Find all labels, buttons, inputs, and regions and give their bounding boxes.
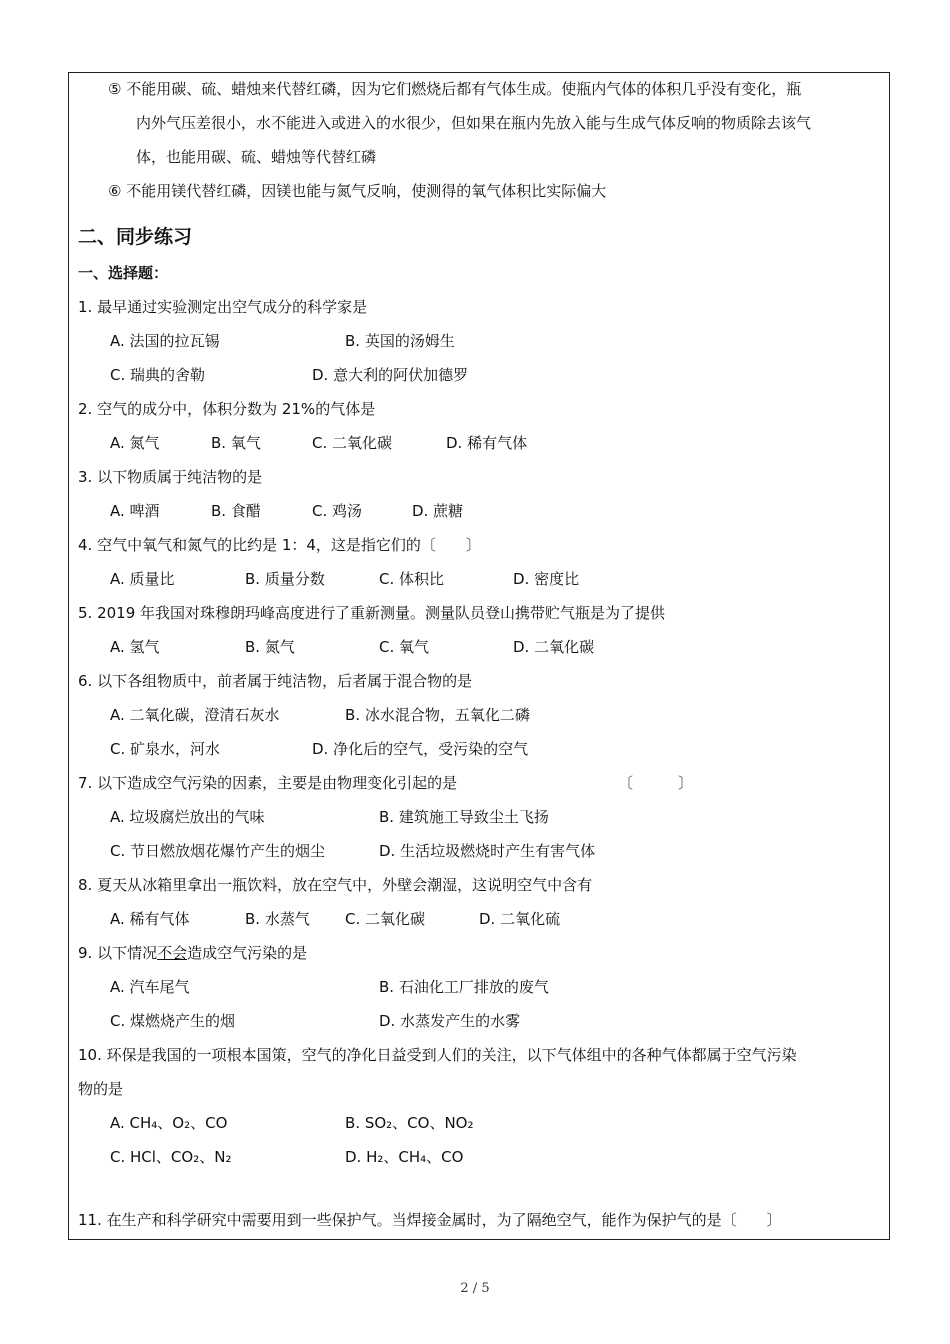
q4-option-c[interactable]: C. 体积比 <box>379 570 445 588</box>
question-1-stem: 1. 最早通过实验测定出空气成分的科学家是 <box>78 298 368 316</box>
q7-option-a[interactable]: A. 垃圾腐烂放出的气味 <box>110 808 265 826</box>
page-number: 2 / 5 <box>460 1281 490 1296</box>
q8-option-b[interactable]: B. 水蒸气 <box>245 910 310 928</box>
q9-option-a[interactable]: A. 汽车尾气 <box>110 978 190 996</box>
q2-option-a[interactable]: A. 氮气 <box>110 434 160 452</box>
q4-option-b[interactable]: B. 质量分数 <box>245 570 325 588</box>
q10-option-d[interactable]: D. H₂、CH₄、CO <box>345 1148 464 1166</box>
q9-option-b[interactable]: B. 石油化工厂排放的废气 <box>379 978 549 996</box>
question-8-stem: 8. 夏天从冰箱里拿出一瓶饮料，放在空气中，外壁会潮湿，这说明空气中含有 <box>78 876 593 894</box>
question-7-answer-bracket: 〔 〕 <box>618 774 694 792</box>
question-6-stem: 6. 以下各组物质中，前者属于纯洁物，后者属于混合物的是 <box>78 672 473 690</box>
q4-option-d[interactable]: D. 密度比 <box>513 570 580 588</box>
question-2-stem: 2. 空气的成分中，体积分数为 21%的气体是 <box>78 400 376 418</box>
question-5-stem: 5. 2019 年我国对珠穆朗玛峰高度进行了重新测量。测量队员登山携带贮气瓶是为了提供 <box>78 604 666 622</box>
q7-option-b[interactable]: B. 建筑施工导致尘土飞扬 <box>379 808 549 826</box>
q1-option-c[interactable]: C. 瑞典的舍勒 <box>110 366 206 384</box>
section-title: 二、同步练习 <box>78 226 193 248</box>
question-10-stem-line-2: 物的是 <box>78 1080 124 1098</box>
q6-option-b[interactable]: B. 冰水混合物，五氧化二磷 <box>345 706 530 724</box>
question-10-stem-line-1: 10. 环保是我国的一项根本国策，空气的净化日益受到人们的关注，以下气体组中的各种气体都属于空气污染 <box>78 1046 797 1064</box>
question-7-stem: 7. 以下造成空气污染的因素，主要是由物理变化引起的是 <box>78 774 458 792</box>
q7-option-c[interactable]: C. 节日燃放烟花爆竹产生的烟尘 <box>110 842 326 860</box>
question-3-stem: 3. 以下物质属于纯洁物的是 <box>78 468 263 486</box>
q9-stem-post: 造成空气污染的是 <box>187 944 308 962</box>
q5-option-b[interactable]: B. 氮气 <box>245 638 295 656</box>
note-6: ⑥ 不能用镁代替红磷，因镁也能与氮气反响，使测得的氧气体积比实际偏大 <box>108 182 607 200</box>
q2-option-b[interactable]: B. 氧气 <box>211 434 261 452</box>
q4-option-a[interactable]: A. 质量比 <box>110 570 175 588</box>
q5-option-a[interactable]: A. 氢气 <box>110 638 160 656</box>
q10-option-b[interactable]: B. SO₂、CO、NO₂ <box>345 1114 474 1132</box>
q9-option-c[interactable]: C. 煤燃烧产生的烟 <box>110 1012 236 1030</box>
q2-option-c[interactable]: C. 二氧化碳 <box>312 434 393 452</box>
q9-option-d[interactable]: D. 水蒸发产生的水雾 <box>379 1012 521 1030</box>
q8-option-c[interactable]: C. 二氧化碳 <box>345 910 426 928</box>
q9-stem-emphasis: 不会 <box>157 944 188 962</box>
q1-option-d[interactable]: D. 意大利的阿伏加德罗 <box>312 366 469 384</box>
q3-option-a[interactable]: A. 啤酒 <box>110 502 160 520</box>
section-subtitle: 一、选择题： <box>78 264 169 282</box>
q7-option-d[interactable]: D. 生活垃圾燃烧时产生有害气体 <box>379 842 596 860</box>
q3-option-d[interactable]: D. 蔗糖 <box>412 502 464 520</box>
q3-option-c[interactable]: C. 鸡汤 <box>312 502 363 520</box>
note-5-line-1: ⑤ 不能用碳、硫、蜡烛来代替红磷，因为它们燃烧后都有气体生成。使瓶内气体的体积几乎没有变化，瓶 <box>108 80 802 98</box>
question-9-stem <box>78 943 307 963</box>
note-5-line-3: 体，也能用碳、硫、蜡烛等代替红磷 <box>136 148 377 166</box>
question-11-stem: 11. 在生产和科学研究中需要用到一些保护气。当焊接金属时，为了隔绝空气，能作为保护气的是〔 〕 <box>78 1211 782 1229</box>
q6-option-a[interactable]: A. 二氧化碳，澄清石灰水 <box>110 706 280 724</box>
q5-option-c[interactable]: C. 氧气 <box>379 638 430 656</box>
q10-option-a[interactable]: A. CH₄、O₂、CO <box>110 1114 228 1132</box>
q10-option-c[interactable]: C. HCl、CO₂、N₂ <box>110 1148 232 1166</box>
question-4-stem: 4. 空气中氧气和氮气的比约是 1：4，这是指它们的〔 〕 <box>78 536 481 554</box>
q2-option-d[interactable]: D. 稀有气体 <box>446 434 528 452</box>
q1-option-a[interactable]: A. 法国的拉瓦锡 <box>110 332 220 350</box>
q1-option-b[interactable]: B. 英国的汤姆生 <box>345 332 455 350</box>
q6-option-d[interactable]: D. 净化后的空气，受污染的空气 <box>312 740 529 758</box>
q3-option-b[interactable]: B. 食醋 <box>211 502 261 520</box>
q9-stem-pre: 9. 以下情况 <box>78 944 158 962</box>
q8-option-a[interactable]: A. 稀有气体 <box>110 910 190 928</box>
q8-option-d[interactable]: D. 二氧化硫 <box>479 910 561 928</box>
q6-option-c[interactable]: C. 矿泉水，河水 <box>110 740 221 758</box>
q5-option-d[interactable]: D. 二氧化碳 <box>513 638 595 656</box>
note-5-line-2: 内外气压差很小，水不能进入或进入的水很少，但如果在瓶内先放入能与生成气体反响的物质除去该气 <box>136 114 812 132</box>
